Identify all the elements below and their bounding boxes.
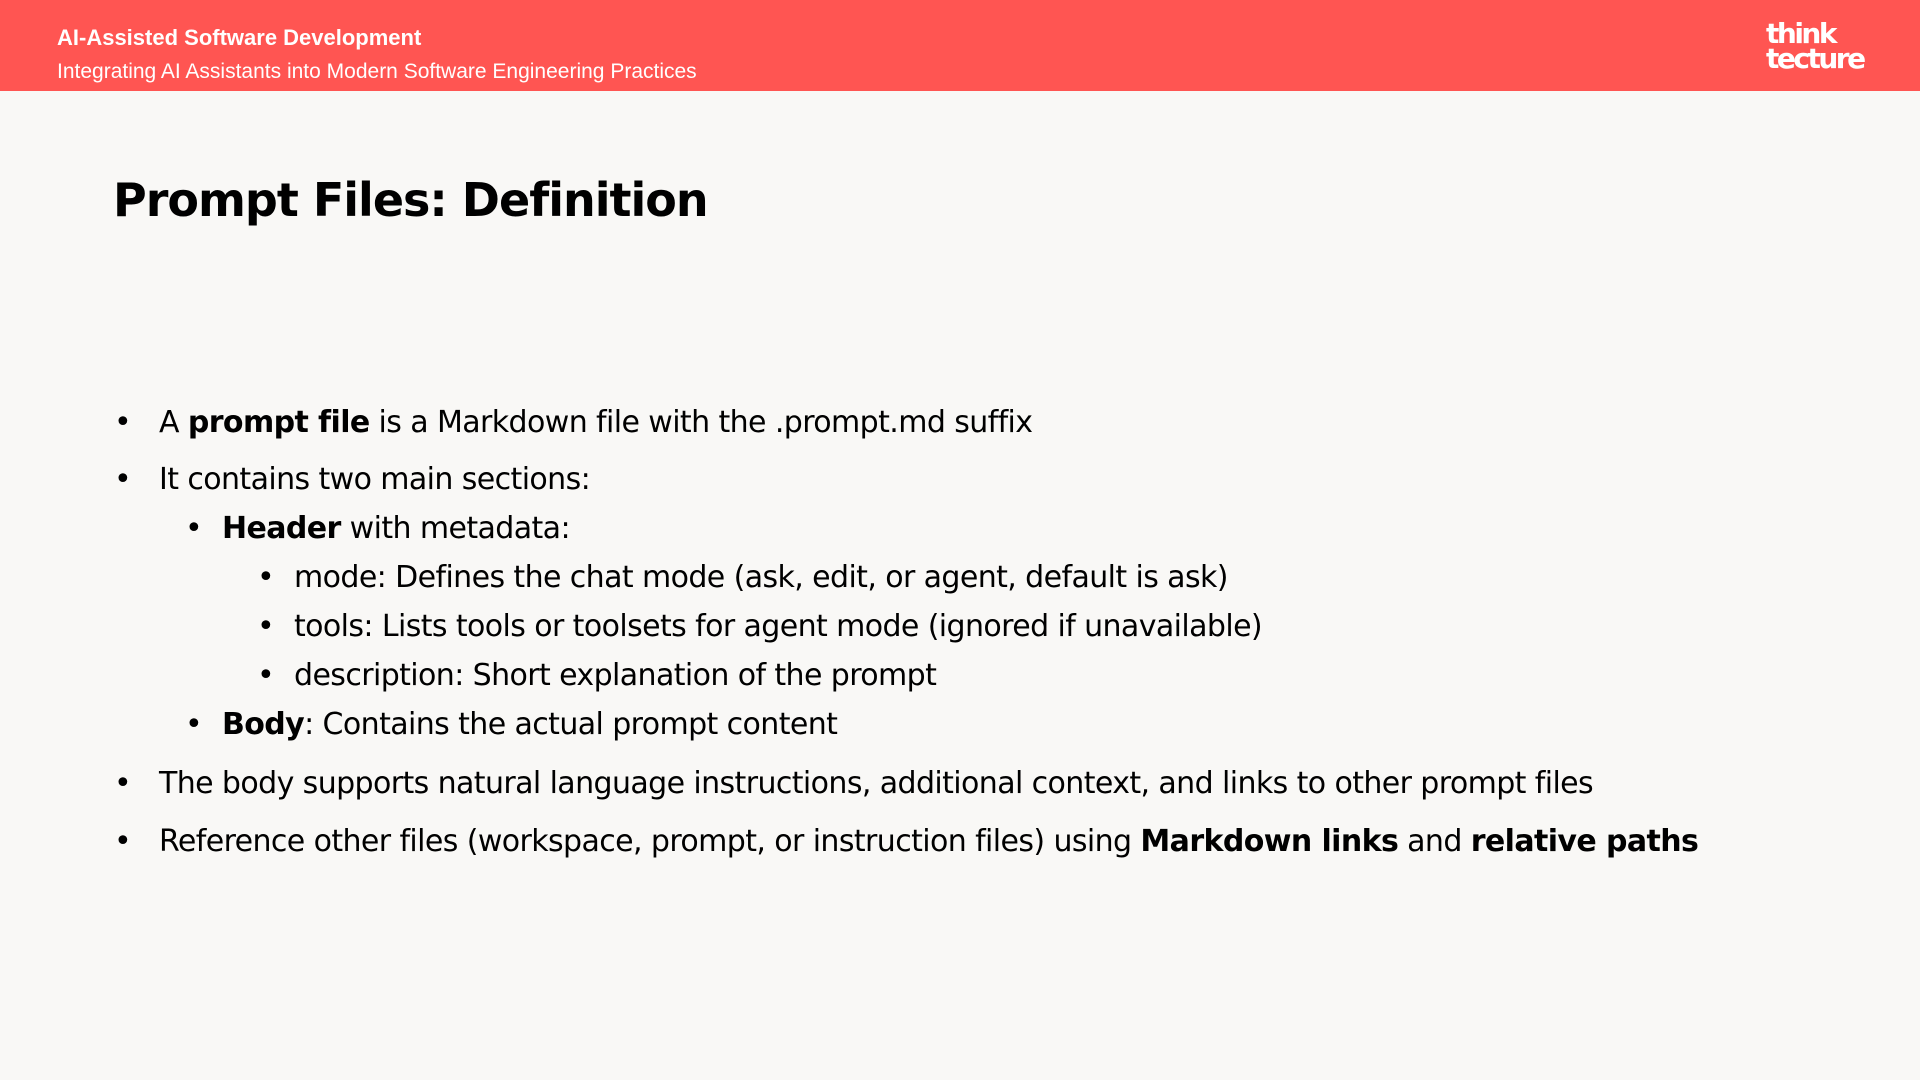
presentation-subtitle: Integrating AI Assistants into Modern Software Engineering Practices	[57, 60, 697, 83]
bullet-dot: •	[114, 462, 132, 497]
bullet-text: It contains two main sections:	[159, 462, 591, 497]
bullet-dot: •	[114, 405, 132, 440]
bullet-item	[257, 658, 937, 694]
bullet-text-bold: Markdown links	[1140, 824, 1399, 859]
bullet-text-bold: Header	[222, 511, 341, 546]
bullet-text: The body supports natural language instructions, additional context, and links to other prompt files	[159, 766, 1594, 801]
bullet-text: A	[159, 405, 188, 440]
bullet-text: : Contains the actual prompt content	[304, 707, 838, 742]
bullet-item	[257, 560, 1228, 596]
bullet-text: with metadata:	[340, 511, 570, 546]
bullet-dot: •	[114, 824, 132, 859]
presentation-title: AI-Assisted Software Development	[57, 25, 422, 50]
bullet-text: is a Markdown file with the .prompt.md suffix	[369, 405, 1033, 440]
slide-title: Prompt Files: Definition	[113, 173, 708, 227]
bullet-text: and	[1398, 824, 1471, 859]
bullet-item	[114, 462, 591, 498]
bullet-text-bold: Body	[222, 707, 305, 742]
bullet-text-bold: relative paths	[1470, 824, 1699, 859]
bullet-text: mode: Defines the chat mode (ask, edit, or agent, default is ask)	[294, 560, 1228, 595]
bullet-dot: •	[257, 560, 275, 595]
logo-line-think: think	[1766, 17, 1835, 50]
bullet-dot: •	[185, 707, 203, 742]
bullet-item	[185, 511, 570, 547]
bullet-dot: •	[185, 511, 203, 546]
bullet-dot: •	[257, 658, 275, 693]
bullet-item	[114, 766, 1594, 802]
bullet-text: tools: Lists tools or toolsets for agent mode (ignored if unavailable)	[294, 609, 1263, 644]
logo-line-tecture: tecture	[1766, 42, 1864, 75]
bullet-dot: •	[257, 609, 275, 644]
bullet-item	[114, 824, 1699, 860]
bullet-dot: •	[114, 766, 132, 801]
bullet-item	[185, 707, 838, 743]
bullet-item	[114, 405, 1033, 441]
bullet-text: description: Short explanation of the prompt	[294, 658, 937, 693]
bullet-text-bold: prompt file	[187, 405, 370, 440]
bullet-item	[257, 609, 1263, 645]
bullet-text: Reference other files (workspace, prompt, or instruction files) using	[159, 824, 1141, 859]
